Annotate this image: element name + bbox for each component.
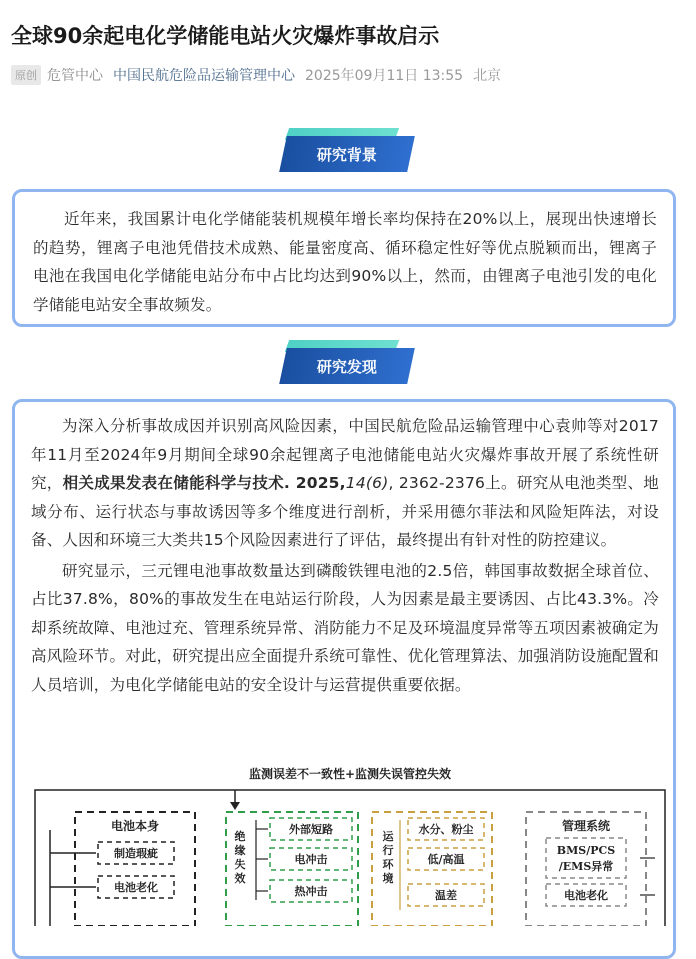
publication-reference: 相关成果发表在储能科学与技术. 2025 (62, 474, 340, 492)
factor-label: 制造瑕疵 (114, 847, 158, 860)
group-side-label-4: 效 (234, 872, 246, 885)
account-name[interactable]: 危管中心 (47, 68, 103, 84)
original-badge: 原创 (11, 65, 41, 85)
findings-paragraph-1 (31, 412, 659, 555)
factor-label-line-1: BMS/PCS (556, 844, 616, 857)
findings-paragraph-2: 研究显示，三元锂电池事故数量达到磷酸铁锂电池的2.5倍，韩国事故数据全球首位、占比37.8%，80%的事故发生在电站运行阶段，人为因素是最主要诱因、占比43.3%。冷却系统故障、电池过充、管理系统异常、消防能力不足及环境温度异常等五项因素被确定为高风险环节。对此，研究提出应全面提升系统可靠性、优化管理算法、加强消防设施配置和人员培训，为电化学储能电站的安全设计与运营提供重要依据。 (31, 561, 660, 694)
section-heading-background (283, 128, 413, 170)
factor-label: 电池老化 (114, 881, 158, 894)
group-title: 电池本身 (110, 819, 160, 833)
group-title: 管理系统 (561, 819, 611, 833)
text-run: , 2362-2376上。研究从电池类型、地域分布、运行状态与事故诱因等多个维度进行剖析，并采用德尔菲法和风险矩阵法，对设备、人因和环境三大类共15个风险因素进行了评估，最终提出有针对性的防控建议。 (31, 474, 659, 549)
section-heading-findings (283, 340, 413, 382)
group-side-label-3: 失 (234, 858, 246, 871)
factor-label: 外部短路 (289, 823, 333, 836)
volume-issue: 14(6) (345, 474, 389, 492)
publish-location: 北京 (473, 68, 502, 84)
heading-text: 研究发现 (316, 357, 377, 376)
heading-label-box (279, 348, 415, 384)
group-side-label-1: 运 (382, 830, 394, 843)
heading-label-box (279, 136, 415, 172)
background-paragraph: 近年来，我国累计电化学储能装机规模年增长率均保持在20%以上，展现出快速增长的趋势，锂离子电池凭借技术成熟、能量密度高、循环稳定性好等优点脱颖而出，锂离子电池在我国电化学储能电站分布中占比均达到90%以上，然而，由锂离子电池引发的电化学储能电站安全事故频发。 (33, 210, 657, 314)
group-side-label-2: 缘 (234, 844, 246, 857)
factor-label: 水分、粉尘 (418, 823, 474, 836)
group-side-label-4: 境 (382, 872, 394, 885)
article-title: 全球90余起电化学储能电站火灾爆炸事故启示 (11, 24, 440, 48)
factor-label: 电冲击 (294, 853, 328, 866)
heading-text: 研究背景 (316, 145, 377, 164)
risk-factor-diagram (30, 760, 670, 926)
factor-label: 温差 (435, 889, 457, 902)
diagram-top-label: 监测误差不一致性+监测失误管控失效 (248, 767, 452, 781)
text-run: 为深入分析事故成因并识别高风险因素，中国民航危险品运输管理中心袁帅等对2017年11月至2024年9月期间全球90余起锂离子电池储能电站火灾爆炸事故开展了系统性研究， (31, 417, 659, 492)
author-link[interactable]: 中国民航危险品运输管理中心 (113, 68, 295, 84)
diagram-svg (30, 760, 670, 926)
factor-label: 电池老化 (564, 889, 608, 902)
factor-label: 热冲击 (294, 885, 328, 898)
arrow-head (230, 802, 240, 810)
group-side-label-1: 绝 (234, 830, 246, 843)
publish-date: 2025年09月11日 13:55 (305, 68, 464, 84)
article-meta (11, 64, 501, 86)
text-run: , (339, 474, 346, 492)
group-side-label-3: 环 (382, 858, 394, 871)
factor-label: 低/高温 (427, 853, 465, 866)
group-side-label-2: 行 (382, 844, 394, 857)
factor-label-line-2: /EMS异常 (558, 860, 614, 873)
background-section-box (12, 189, 676, 327)
